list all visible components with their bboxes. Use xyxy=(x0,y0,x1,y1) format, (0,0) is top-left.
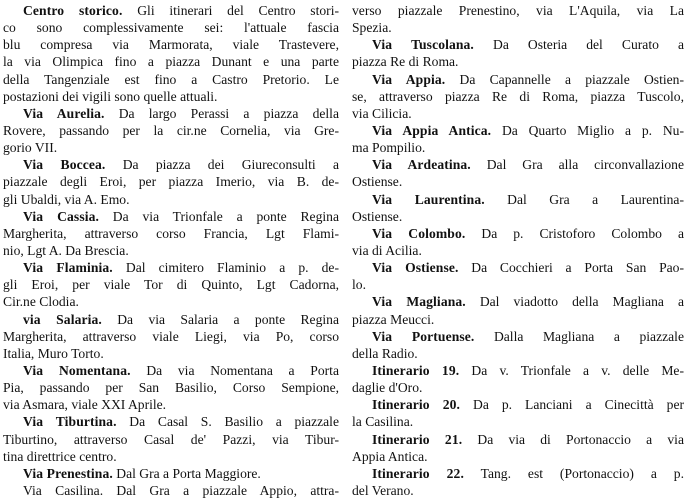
entry-heading-line xyxy=(352,293,684,310)
entry-heading-line xyxy=(352,36,684,53)
route-heading: Itinerario 20. xyxy=(372,397,461,413)
entry-heading-line xyxy=(3,156,339,173)
text-line xyxy=(352,379,684,396)
route-heading: Via Flaminia. xyxy=(23,260,113,276)
route-description: Ostiense. xyxy=(352,174,403,190)
route-heading: Itinerario 22. xyxy=(372,465,464,481)
route-description: via Cilicia. xyxy=(352,105,412,121)
route-heading: Via Prenestina. xyxy=(23,465,113,481)
route-description: Dal viadotto della Magliana a xyxy=(465,294,684,310)
text-line xyxy=(3,431,339,448)
text-line xyxy=(3,122,339,139)
route-heading: Via Colombo. xyxy=(372,225,466,241)
route-description: Da via Trionfale a ponte Regina xyxy=(98,208,339,224)
route-description: la Casilina. xyxy=(352,414,414,430)
text-line xyxy=(3,242,339,259)
route-description: via Asmara, viale XXI Aprile. xyxy=(3,397,167,413)
route-heading: Centro storico. xyxy=(23,3,123,18)
right-column xyxy=(352,2,684,499)
route-description: blu compresa via Marmorata, viale Trastevere, xyxy=(3,37,339,53)
route-heading: Via Portuense. xyxy=(372,328,475,344)
route-description: Via Casilina. Dal Gra a piazzale Appio, attra- xyxy=(23,482,339,498)
route-description: Da Casal S. Basilio a piazzale xyxy=(116,414,339,430)
route-description: Tiburtino, attraverso Casal de' Pazzi, via Tibur- xyxy=(3,431,339,447)
text-line xyxy=(3,191,339,208)
entry-heading-line xyxy=(352,396,684,413)
route-heading: Via Ostiense. xyxy=(372,260,459,276)
text-line xyxy=(352,139,684,156)
route-description: Dal cimitero Flaminio a p. de- xyxy=(112,260,339,276)
route-description: piazzale degli Eroi, per piazza Imerio, via B. de- xyxy=(3,174,339,190)
route-description: Spezia. xyxy=(352,20,392,36)
text-line xyxy=(3,36,339,53)
route-description: Italia, Muro Torto. xyxy=(3,345,104,361)
entry-heading-line xyxy=(352,122,684,139)
route-description: Da Cocchieri a Porta San Pao- xyxy=(458,260,684,276)
route-description: Dal Gra a Porta Maggiore. xyxy=(112,465,261,481)
route-description: ma Pompilio. xyxy=(352,140,426,156)
route-heading: Via Laurentina. xyxy=(372,191,485,207)
text-line xyxy=(3,448,339,465)
route-description: Da p. Cristoforo Colombo a xyxy=(465,225,684,241)
route-heading: Via Appia Antica. xyxy=(372,122,492,138)
route-description: Da largo Perassi a piazza della xyxy=(104,105,339,121)
entry-heading-line xyxy=(352,191,684,208)
route-description: Da Quarto Miglio a p. Nu- xyxy=(491,122,684,138)
route-description: Dal Gra alla circonvallazione xyxy=(470,157,684,173)
entry-heading-line xyxy=(3,311,339,328)
route-description: Dal Gra a Laurentina- xyxy=(484,191,684,207)
route-heading: Via Ardeatina. xyxy=(372,157,471,173)
route-heading: Via Nomentana. xyxy=(23,362,131,378)
text-line xyxy=(352,345,684,362)
route-description: Dalla Magliana a piazzale xyxy=(474,328,684,344)
entry-heading-line xyxy=(3,259,339,276)
text-line xyxy=(3,293,339,310)
route-description: gli Ubaldi, via A. Emo. xyxy=(3,191,130,207)
left-column xyxy=(3,2,339,499)
entry-heading-line xyxy=(352,71,684,88)
route-description: Gli itinerari del Centro stori- xyxy=(122,3,339,18)
route-description: gorio VII. xyxy=(3,140,58,156)
text-line xyxy=(3,225,339,242)
entry-heading-line xyxy=(352,328,684,345)
text-line xyxy=(352,311,684,328)
route-description: del Verano. xyxy=(352,482,414,498)
text-line xyxy=(352,2,684,19)
text-line xyxy=(3,345,339,362)
route-heading: Via Magliana. xyxy=(372,294,466,310)
text-line xyxy=(3,173,339,190)
text-line xyxy=(352,105,684,122)
route-description: della Radio. xyxy=(352,345,418,361)
route-description: via di Acilia. xyxy=(352,242,422,258)
entry-heading-line xyxy=(352,362,684,379)
route-description: la via Olimpica fino a piazza Dunant e una parte xyxy=(3,54,339,70)
text-line xyxy=(352,88,684,105)
route-description: piazza Meucci. xyxy=(352,311,435,327)
route-heading: Itinerario 21. xyxy=(372,431,463,447)
route-description: Margherita, attraverso viale Liegi, via Po, corso xyxy=(3,328,339,344)
route-description: nio, Lgt A. Da Brescia. xyxy=(3,242,129,258)
entry-heading-line xyxy=(352,156,684,173)
entry-heading-line xyxy=(352,431,684,448)
route-description: se, attraverso piazza Re di Roma, piazza Tuscolo, xyxy=(352,88,684,104)
route-description: gli Eroi, per viale Tor di Quinto, Lgt Cadorna, xyxy=(3,277,339,293)
route-heading: Via Tiburtina. xyxy=(23,414,117,430)
route-description: Da piazza dei Giureconsulti a xyxy=(105,157,339,173)
text-line xyxy=(352,242,684,259)
text-line xyxy=(3,88,339,105)
text-line xyxy=(3,328,339,345)
entry-heading-line xyxy=(3,362,339,379)
text-line xyxy=(352,482,684,499)
route-description: Margherita, attraverso corso Francia, Lgt Flami- xyxy=(3,225,339,241)
entry-heading-line xyxy=(3,465,339,482)
route-description: Da via Nomentana a Porta xyxy=(130,362,339,378)
text-line xyxy=(352,173,684,190)
route-heading: Via Appia. xyxy=(372,71,446,87)
route-heading: via Salaria. xyxy=(23,311,102,327)
route-heading: Via Cassia. xyxy=(23,208,99,224)
route-heading: Via Aurelia. xyxy=(23,105,105,121)
route-description: della Tangenziale est fino a Castro Pretorio. Le xyxy=(3,71,339,87)
entry-heading-line xyxy=(3,208,339,225)
route-description: Appia Antica. xyxy=(352,448,428,464)
route-description: Da p. Lanciani a Cinecittà per xyxy=(460,397,684,413)
route-description: Ostiense. xyxy=(352,208,403,224)
text-line xyxy=(3,482,339,499)
entry-heading-line xyxy=(3,105,339,122)
text-line xyxy=(3,276,339,293)
text-line xyxy=(3,19,339,36)
text-line xyxy=(3,53,339,70)
route-heading: Itinerario 19. xyxy=(372,362,460,378)
text-line xyxy=(352,276,684,293)
route-description: piazza Re di Roma. xyxy=(352,54,459,70)
entry-heading-line xyxy=(3,413,339,430)
text-line xyxy=(352,208,684,225)
route-description: Pia, passando per San Basilio, Corso Sempione, xyxy=(3,380,339,396)
entry-heading-line xyxy=(3,2,339,19)
route-description: Cir.ne Clodia. xyxy=(3,294,79,310)
route-description: Da via di Portonaccio a via xyxy=(462,431,684,447)
text-line xyxy=(3,379,339,396)
route-description: co sono complessivamente sei: l'attuale fascia xyxy=(3,20,339,36)
text-line xyxy=(352,413,684,430)
text-line xyxy=(3,71,339,88)
entry-heading-line xyxy=(352,259,684,276)
route-description: verso piazzale Prenestino, via L'Aquila, via La xyxy=(352,3,684,18)
entry-heading-line xyxy=(352,465,684,482)
route-description: Rovere, passando per la cir.ne Cornelia, via Gre- xyxy=(3,122,339,138)
route-description: Da Osteria del Curato a xyxy=(473,37,684,53)
route-description: daglie d'Oro. xyxy=(352,380,423,396)
route-heading: Via Tuscolana. xyxy=(372,37,474,53)
route-description: postazioni dei vigili sono quelle attuali. xyxy=(3,88,218,104)
text-line xyxy=(3,139,339,156)
text-line xyxy=(352,448,684,465)
route-description: lo. xyxy=(352,277,366,293)
route-description: tina direttrice centro. xyxy=(3,448,117,464)
text-line xyxy=(352,19,684,36)
route-description: Tang. est (Portonaccio) a p. xyxy=(463,465,684,481)
entry-heading-line xyxy=(352,225,684,242)
route-description: Da via Salaria a ponte Regina xyxy=(101,311,339,327)
route-description: Da Capannelle a piazzale Ostien- xyxy=(445,71,684,87)
route-heading: Via Boccea. xyxy=(23,157,106,173)
text-line xyxy=(3,396,339,413)
text-line xyxy=(352,53,684,70)
route-description: Da v. Trionfale a v. delle Me- xyxy=(459,362,684,378)
